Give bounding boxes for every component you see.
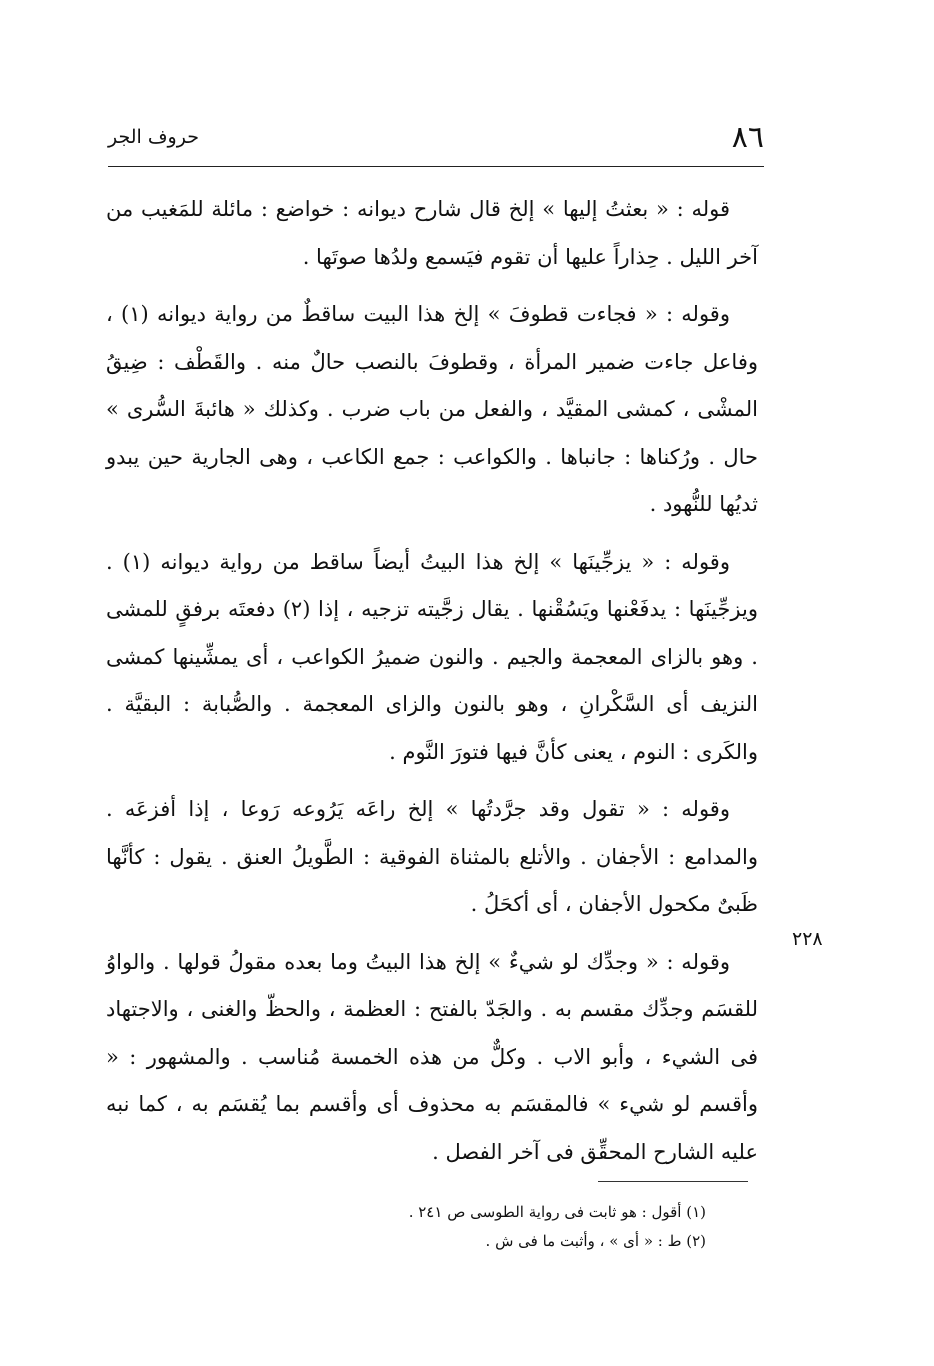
page-header [108,112,764,168]
main-text [106,186,758,1186]
running-title: حروف الجر [108,126,199,148]
footnote-rule [598,1181,748,1182]
footnote-1: (١) أقول : هو ثابت فى رواية الطوسى ص ٢٤١ . [408,1203,706,1221]
paragraph-3: وقوله : « يزجِّينَها » إلخ هذا البيتُ أيضاً ساقط من رواية ديوانه (١) . ويزجِّينَها : يدفَعْنها ويَسُقْنها . يقال زجَّيته تزجيه ، إذا (٢) دفعتَه برفقٍ للمشى . وهو بالزاى المعجمة والجيم . والنون ضميرُ الكواعب ، أى يمشِّينها كمشى النزيف أى السَّكْرانِ ، وهو بالنون والزاى المعجمة . والصُّبابة : البقيَّة . والكَرى : النوم ، يعنى كأنَّ فيها فتورَ النَّوم . [106,549,758,764]
margin-line-number: ٢٢٨ [792,928,823,950]
page-number: ٨٦ [731,120,764,155]
footnotes [360,1198,706,1256]
header-rule [108,166,764,167]
paragraph-5: وقوله : « وجدِّك لو شيءٌ » إلخ هذا البيتُ وما بعده مقولُ قولها . والواوُ للقسَم وجدِّك مقسم به . والجَدّ بالفتح : العظمة ، والحظّ والغنى ، والاجتهاد فى الشيء ، وأبو الاب . وكلٌّ من هذه الخمسة مُناسب . والمشهور : « وأقسم لو شيء » فالمقسَم به محذوف أى وأقسم بما يُقسَم به ، كما نبه عليه الشارح المحقِّق فى آخر الفصل . [106,949,758,1164]
paragraph-4: وقوله : « تقول وقد جرَّدتُها » إلخ راعَه يَرُوعه رَوعا ، إذا أفزعَه . والمدامع : الأجفان . والأتلع بالمثناة الفوقية : الطَّويلُ العنق . يقول : كأنَّها ظَبىٌ مكحول الأجفان ، أى أكحَلُ . [106,797,758,916]
paragraph-2: وقوله : « فجاءت قطوفَ » إلخ هذا البيت ساقطٌ من رواية ديوانه (١) ، وفاعل جاءت ضمير المرأة ، وقطوفَ بالنصب حالٌ منه . والقَطْف : ضِيقُ المشْى ، كمشى المقيَّد ، والفعل من باب ضرب . وكذلك « هائبةَ السُّرى » حال . ورُكناها : جانباها . والكواعب : جمع الكاعب ، وهى الجارية حين يبدو ثديُها للنُّهود . [106,302,758,516]
footnote-2: (٢) ط : « أى » ، وأثبت ما فى ش . [485,1232,706,1250]
paragraph-1: قوله : « بعثتُ إليها » إلخ قال شارح ديوانه : خواضع : مائلة للمَغيب من آخر الليل . حِذاراً عليها أن تقوم فيَسمع ولدُها صوتَها . [106,197,758,269]
